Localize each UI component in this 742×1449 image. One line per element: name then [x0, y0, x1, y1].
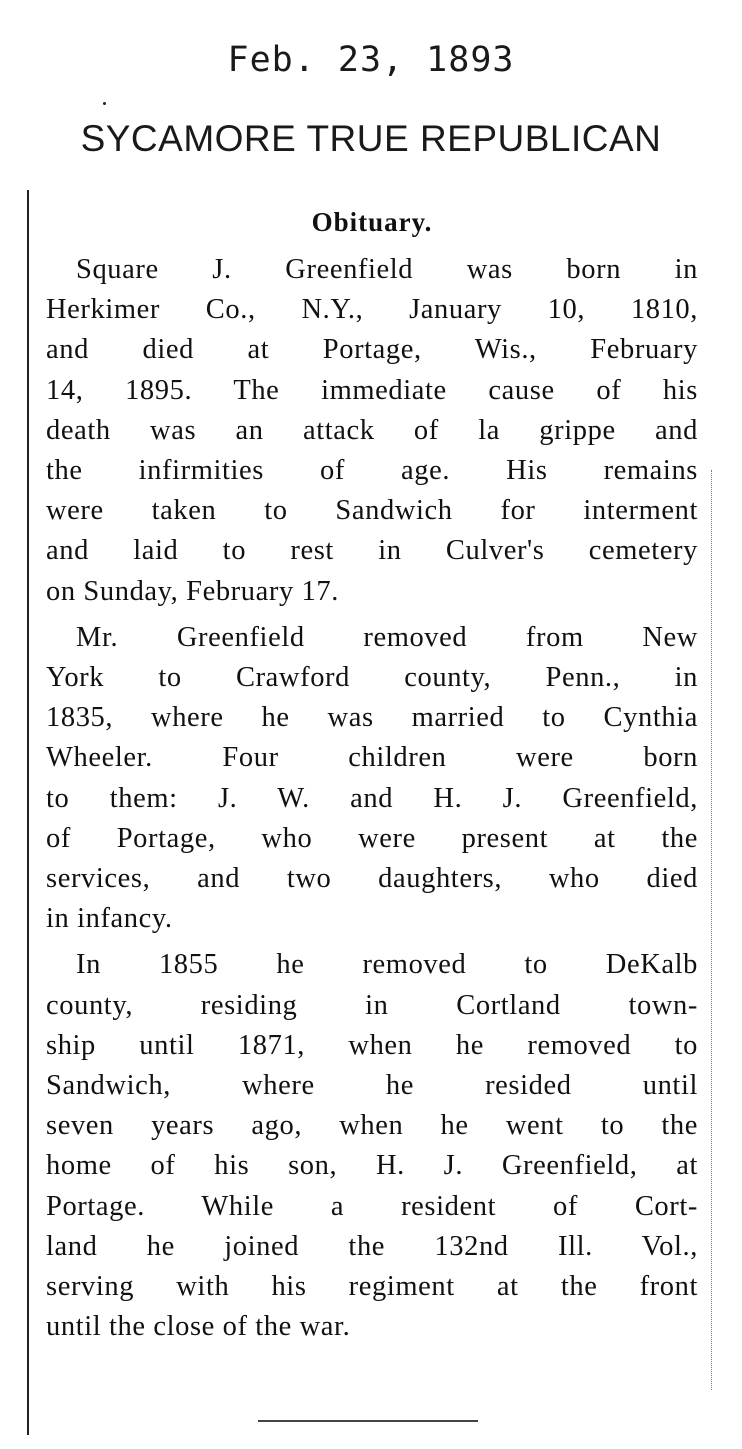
- text-line: and laid to rest in Culver's cemetery: [46, 535, 698, 567]
- text-line: Portage. While a resident of Cort-: [46, 1190, 698, 1222]
- text-line: seven years ago, when he went to the: [46, 1110, 698, 1142]
- text-line: services, and two daughters, who died: [46, 863, 698, 895]
- text-line: land he joined the 132nd Ill. Vol.,: [46, 1230, 698, 1262]
- text-line: 1835, where he was married to Cynthia: [46, 702, 698, 734]
- text-line: ship until 1871, when he removed to: [46, 1029, 698, 1061]
- text-line: to them: J. W. and H. J. Greenfield,: [46, 782, 698, 814]
- text-line: were taken to Sandwich for interment: [46, 495, 698, 527]
- column-rule: [27, 190, 29, 1435]
- text-line: the infirmities of age. His remains: [46, 455, 698, 487]
- text-line: county, residing in Cortland town-: [46, 989, 698, 1021]
- text-line: In 1855 he removed to DeKalb: [76, 949, 698, 981]
- paragraph-1: [46, 250, 698, 612]
- paragraph-3: [46, 945, 698, 1347]
- text-line: Herkimer Co., N.Y., January 10, 1810,: [46, 294, 698, 326]
- right-edge-marks: [711, 470, 714, 1390]
- text-line: Mr. Greenfield removed from New: [76, 621, 698, 653]
- paragraph-2: [46, 618, 698, 940]
- newspaper-name: SYCAMORE TRUE REPUBLICAN: [80, 118, 662, 159]
- article-heading: Obituary.: [311, 207, 433, 237]
- text-line: Square J. Greenfield was born in: [76, 254, 698, 285]
- text-line: 14, 1895. The immediate cause of his: [46, 374, 698, 406]
- text-line: in infancy.: [46, 903, 173, 935]
- text-line: Wheeler. Four children were born: [46, 742, 698, 774]
- text-line: until the close of the war.: [46, 1311, 351, 1343]
- date-line: Feb. 23, 1893: [227, 40, 515, 80]
- text-line: serving with his regiment at the front: [46, 1271, 698, 1303]
- obituary-clipping: [46, 196, 698, 1353]
- text-line: and died at Portage, Wis., February: [46, 334, 698, 366]
- text-line: Sandwich, where he resided until: [46, 1070, 698, 1102]
- text-line: on Sunday, February 17.: [46, 575, 339, 607]
- text-line: York to Crawford county, Penn., in: [46, 662, 698, 694]
- speck: [103, 102, 106, 105]
- end-rule: [258, 1420, 478, 1422]
- text-line: of Portage, who were present at the: [46, 822, 698, 854]
- text-line: home of his son, H. J. Greenfield, at: [46, 1150, 698, 1182]
- text-line: death was an attack of la grippe and: [46, 414, 698, 446]
